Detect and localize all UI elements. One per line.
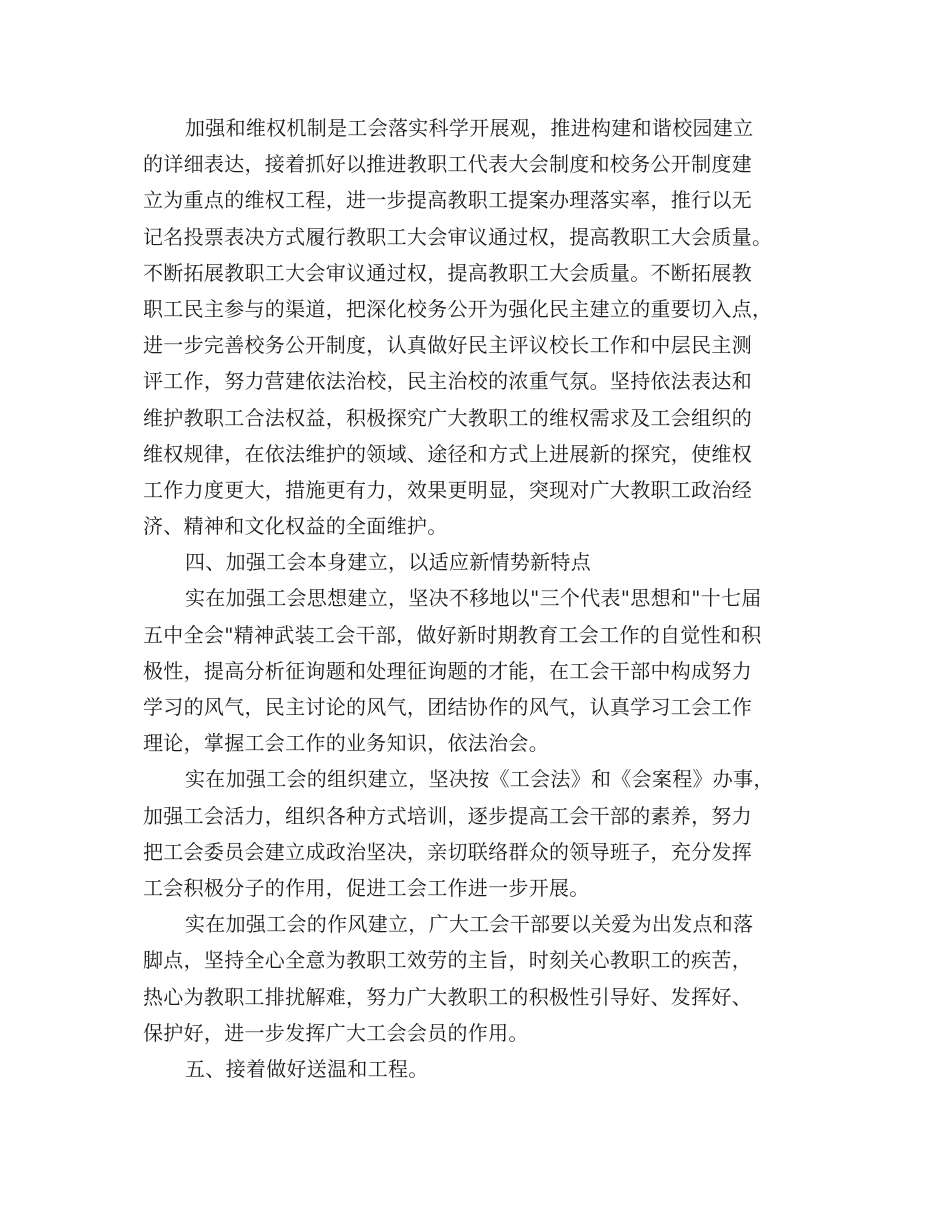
text-line: 加强和维权机制是工会落实科学开展观，推进构建和谐校园建立 <box>185 116 754 140</box>
text-line: 加强工会活力，组织各种方式培训，逐步提高工会干部的素养，努力 <box>143 803 752 828</box>
document-body <box>143 110 818 1087</box>
text-line: 维护教职工合法权益，积极探究广大教职工的维权需求及工会组织的 <box>143 405 752 430</box>
text-line: 热心为教职工排扰解难，努力广大教职工的积极性引导好、发挥好、 <box>143 984 752 1009</box>
text-line: 保护好，进一步发挥广大工会会员的作用。 <box>143 1020 529 1045</box>
text-line: 的详细表达，接着抓好以推进教职工代表大会制度和校务公开制度建 <box>143 152 752 177</box>
text-line: 职工民主参与的渠道，把深化校务公开为强化民主建立的重要切入点， <box>143 296 773 321</box>
text-line: 维权规律，在依法维护的领域、途径和方式上进展新的探究，使维权 <box>143 441 752 466</box>
text-line: 学习的风气，民主讨论的风气，团结协作的风气，认真学习工会工作 <box>143 695 752 719</box>
text-line: 极性，提高分析征询题和处理征询题的才能，在工会干部中构成努力 <box>143 658 752 683</box>
text-line: 实在加强工会的作风建立，广大工会干部要以关爱为出发点和落 <box>185 912 754 937</box>
text-line: 立为重点的维权工程，进一步提高教职工提案办理落实率，推行以无 <box>143 188 752 213</box>
text-line: 实在加强工会的组织建立，坚决按《工会法》和《会案程》办事， <box>185 767 774 792</box>
text-line: 工作力度更大，措施更有力，效果更明显，突现对广大教职工政治经 <box>143 477 752 502</box>
section-heading: 四、加强工会本身建立，以适应新情势新特点 <box>185 550 591 575</box>
text-line: 脚点，坚持全心全意为教职工效劳的主旨，时刻关心教职工的疾苦， <box>143 948 752 973</box>
section-heading: 五、接着做好送温和工程。 <box>185 1056 429 1081</box>
text-line: 不断拓展教职工大会审议通过权，提高教职工大会质量。不断拓展教 <box>143 260 752 285</box>
text-line: 五中全会"精神武装工会干部，做好新时期教育工会工作的自觉性和积 <box>143 622 762 647</box>
text-line: 工会积极分子的作用，促进工会工作进一步开展。 <box>143 875 590 900</box>
text-line: 把工会委员会建立成政治坚决，亲切联络群众的领导班子，充分发挥 <box>143 839 752 864</box>
text-line: 记名投票表决方式履行教职工大会审议通过权，提高教职工大会质量。 <box>143 224 773 249</box>
text-line: 济、精神和文化权益的全面维护。 <box>143 514 448 539</box>
text-line: 理论，掌握工会工作的业务知识，依法治会。 <box>143 731 549 756</box>
text-line: 进一步完善校务公开制度，认真做好民主评议校长工作和中层民主测 <box>143 333 752 358</box>
text-line: 评工作，努力营建依法治校，民主治校的浓重气氛。坚持依法表达和 <box>143 369 752 394</box>
text-line: 实在加强工会思想建立，坚决不移地以"三个代表"思想和"十七届 <box>185 586 762 611</box>
